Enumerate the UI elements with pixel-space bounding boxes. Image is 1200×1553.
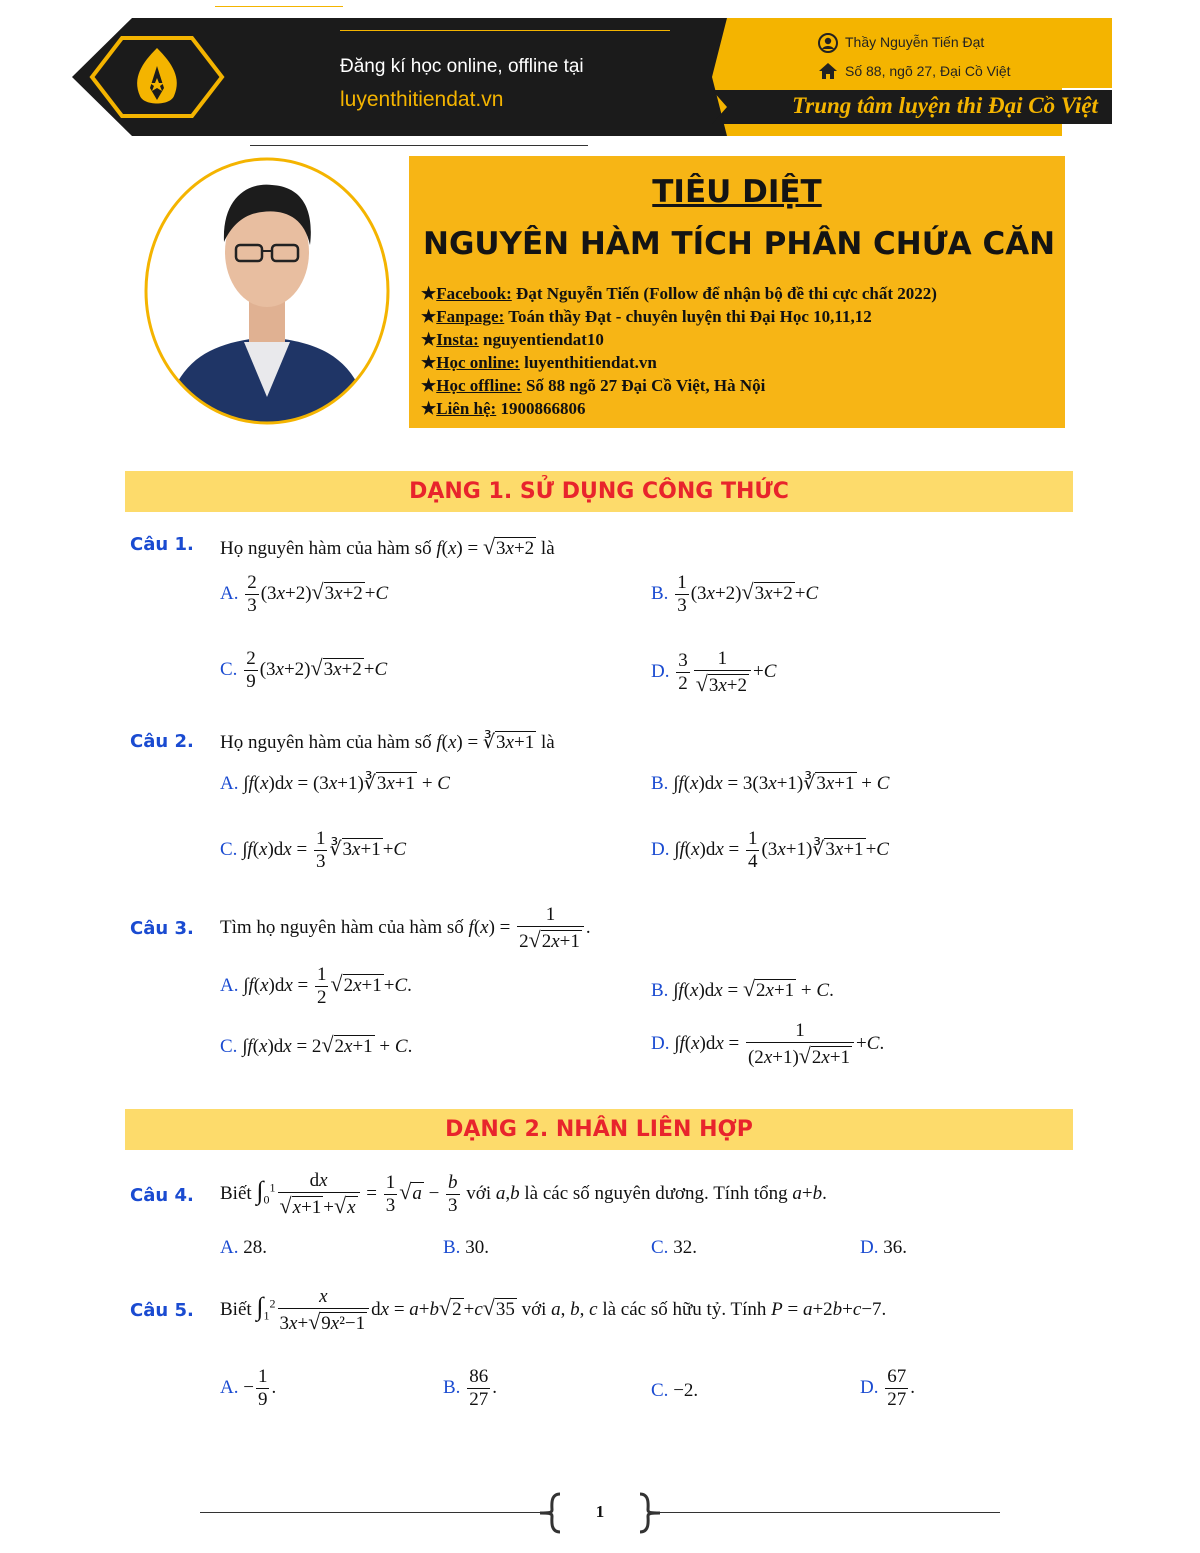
home-icon: [818, 61, 838, 81]
q4-option-b[interactable]: B. 30.: [443, 1237, 489, 1258]
section-2-title: DẠNG 2. NHÂN LIÊN HỢP: [125, 1109, 1073, 1150]
q5-option-d[interactable]: D. $\frac{67}{27}$ .: [860, 1366, 915, 1410]
doc-title-line2: NGUYÊN HÀM TÍCH PHÂN CHỨA CĂN: [423, 226, 1056, 262]
q2-option-c[interactable]: C. ∫f(x)dx = $\frac{1}{3}$ ∛3x+1 +C: [220, 828, 407, 872]
q3-label: Câu 3.: [130, 918, 194, 939]
center-address: Số 88, ngõ 27, Đại Cồ Việt: [845, 63, 1011, 79]
q4-text: Biết $\int_0^1$ $\frac{dx}{√x+1 +√x}$ = $\frac{1}{3}$ √a − $\frac{b}{3}$ với a,b là các số nguyên dương. Tính tổng a+b.: [220, 1170, 827, 1218]
info-fanpage[interactable]: ★Fanpage: Toán thầy Đạt - chuyên luyện thi Đại Học 10,11,12: [421, 307, 872, 326]
info-insta[interactable]: ★Insta: nguyentiendat10: [421, 330, 604, 349]
center-name: Trung tâm luyện thi Đại Cồ Việt: [792, 93, 1098, 118]
title-box: [409, 156, 1065, 428]
website-link[interactable]: luyenthitiendat.vn: [340, 88, 504, 111]
q4-option-d[interactable]: D. 36.: [860, 1237, 907, 1258]
q2-label: Câu 2.: [130, 731, 194, 752]
footer-line-left: [200, 1512, 540, 1513]
q3-option-a[interactable]: A. ∫f(x)dx = $\frac{1}{2}$ √2x+1 +C.: [220, 964, 412, 1008]
q3-option-d[interactable]: D. ∫f(x)dx = $\frac{1}{(2x+1)√2x+1}$ +C.: [651, 1020, 885, 1068]
register-text: Đăng kí học online, offline tại: [340, 56, 584, 77]
q2-option-b[interactable]: B. ∫f(x)dx = 3(3x+1)∛3x+1 + C: [651, 773, 890, 794]
doc-title-line1: TIÊU DIỆT: [652, 174, 822, 210]
q5-text: Biết $\int_1^2$ $\frac{x}{\text{3x+√9x²−1}}$ dx = a+b√2 +c√35 với a, b, c là các số hữu tỷ. Tính P = a+2b+c−7.: [220, 1286, 887, 1334]
q2-option-d[interactable]: D. ∫f(x)dx = $\frac{1}{4}$ (3x+1)∛3x+1 +C: [651, 828, 889, 872]
header-divider: [340, 30, 670, 31]
q1-option-d[interactable]: D. $\frac{3}{2}$ $\frac{1}{√3x+2}$ +C: [651, 648, 777, 696]
q5-label: Câu 5.: [130, 1300, 194, 1321]
q3-text: Tìm họ nguyên hàm của hàm số f(x) = $\frac{1}{2√2x+1}$ .: [220, 904, 591, 952]
q4-option-c[interactable]: C. 32.: [651, 1237, 697, 1258]
top-accent-line: [215, 6, 343, 7]
teacher-name: Thầy Nguyễn Tiến Đạt: [845, 34, 985, 50]
info-contact[interactable]: ★Liên hệ: 1900866806: [421, 399, 586, 418]
q3-option-c[interactable]: C. ∫f(x)dx = 2√2x+1 + C.: [220, 1032, 413, 1057]
teacher-photo: [144, 157, 390, 425]
q2-text: Họ nguyên hàm của hàm số f(x) = ∛3x+1 là: [220, 732, 555, 753]
q5-option-c[interactable]: C. −2.: [651, 1380, 699, 1401]
q5-option-b[interactable]: B. $\frac{86}{27}$ .: [443, 1366, 497, 1410]
footer-line-right: [655, 1512, 1000, 1513]
info-facebook[interactable]: ★Facebook: Đạt Nguyễn Tiến (Follow để nhận bộ đề thi cực chất 2022): [421, 284, 937, 303]
q1-label: Câu 1.: [130, 534, 194, 555]
q1-option-c[interactable]: C. $\frac{2}{9}$ (3x+2)√3x+2 +C: [220, 648, 388, 692]
q4-label: Câu 4.: [130, 1185, 194, 1206]
banner-underline: [250, 145, 588, 146]
q3-option-b[interactable]: B. ∫f(x)dx = √2x+1 + C.: [651, 976, 834, 1001]
q4-option-a[interactable]: A. 28.: [220, 1237, 267, 1258]
user-icon: [818, 33, 838, 53]
q5-option-a[interactable]: A. − $\frac{1}{9}$ .: [220, 1366, 277, 1410]
q1-option-b[interactable]: B. $\frac{1}{3}$ (3x+2)√3x+2 +C: [651, 572, 819, 616]
q2-option-a[interactable]: A. ∫f(x)dx = (3x+1)∛3x+1 + C: [220, 773, 450, 794]
info-offline: ★Học offline: Số 88 ngõ 27 Đại Cồ Việt, Hà Nội: [421, 376, 766, 395]
info-online[interactable]: ★Học online: luyenthitiendat.vn: [421, 353, 657, 372]
q1-text: Họ nguyên hàm của hàm số f(x) = √3x+2 là: [220, 534, 555, 559]
section-1-title: DẠNG 1. SỬ DỤNG CÔNG THỨC: [125, 471, 1073, 512]
page-number: 1: [595, 1502, 605, 1521]
q1-option-a[interactable]: A. $\frac{2}{3}$ (3x+2)√3x+2 +C: [220, 572, 389, 616]
